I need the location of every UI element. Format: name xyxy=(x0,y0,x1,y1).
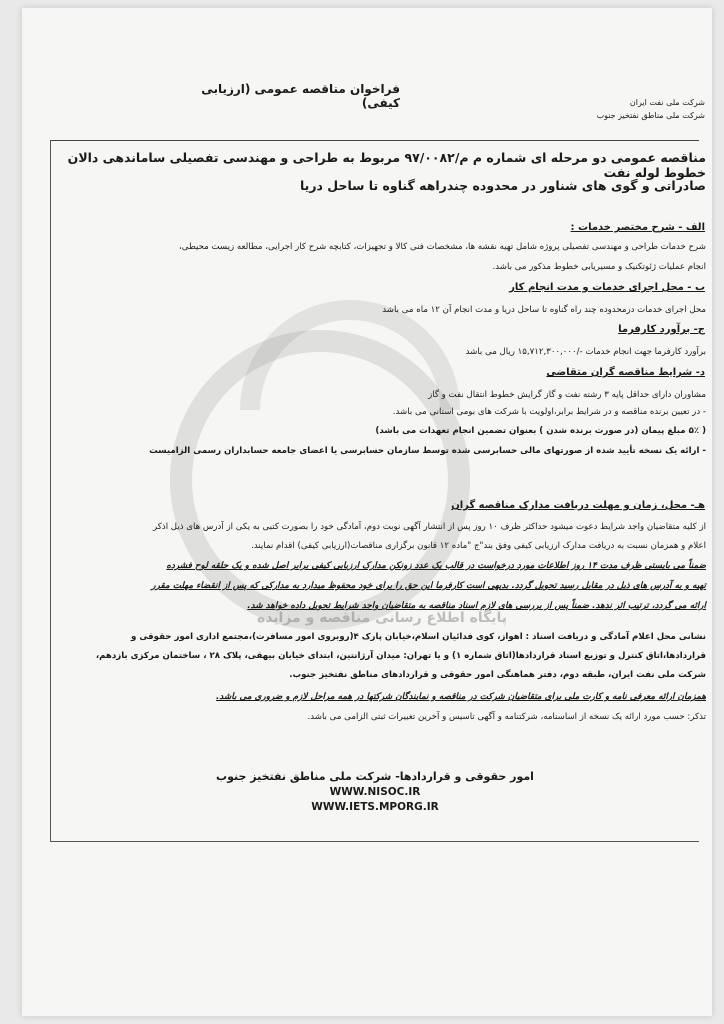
tender-title-line-2: صادراتی و گوی های شناور در محدوده چندراهه گناوه تا ساحل دریا xyxy=(299,178,706,193)
announcement-title: فراخوان مناقصه عمومی (ارزیابی کیفی) xyxy=(201,82,400,110)
section-e-bold-2: تهیه و به آدرس های ذیل در مقابل رسید تحویل گردد. بدیهی است کارفرما این حق را برای خود محفوظ میدارد به مدارکی که پس از انقضاء مهلت مقرر xyxy=(151,581,706,591)
section-e-heading: هـ- محل، زمان و مهلت دریافت مدارک مناقصه گران xyxy=(451,500,705,511)
section-d-text-4: - ارائه یک نسخه تأیید شده از صورتهای مالی حسابرسی شده توسط سازمان حسابرسی یا اعضای جامعه حسابداران رسمی الزامیست xyxy=(149,446,706,456)
section-e-text-2: اعلام و همزمان نسبت به دریافت مدارک ارزیابی کیفی وفق بند"ج "ماده ۱۲ قانون برگزاری مناقصات(ارزیابی کیفی) اقدام نمایند. xyxy=(251,541,706,551)
website-link-1[interactable]: WWW.NISOC.IR xyxy=(329,786,421,798)
section-c-heading: ج- برآورد کارفرما xyxy=(618,324,705,335)
org-line-2: شرکت ملی مناطق نفتخیز جنوب xyxy=(596,111,705,120)
tender-title-line-1: مناقصه عمومی دو مرحله ای شماره م م/۹۷/۰۰۸۲ مربوط به طراحی و مهندسی تفصیلی ساماندهی دالان خطوط لوله نفت xyxy=(67,150,706,180)
address-line-1: نشانی محل اعلام آمادگی و دریافت اسناد : اهواز، کوی فدائیان اسلام،خیابان پارک ۴(روبروی امور مسافرت)،مجتمع اداری امور حقوقی و xyxy=(131,632,706,642)
address-line-2: قراردادها،اتاق کنترل و توزیع اسناد قراردادها(اتاق شماره ۱) و یا تهران: میدان آرژانتین، ابتدای خیابان بیهقی، پلاک ۲۸ ، ساختمان مرکزی بازدهم، xyxy=(95,651,706,661)
address-line-4: همزمان ارائه معرفی نامه و کارت ملی برای متقاضیان شرکت در مناقصه و نمایندگان شرکتها در همه مراحل لازم و ضروری می باشد. xyxy=(215,692,706,702)
section-e-bold-1: ضمناً می بایستی ظرف مدت ۱۴ روز اطلاعات مورد درخواست در قالب یک عدد زونکن مدارک ارزیابی کیفی برابر اصل شده و یک حلقه لوح فشرده xyxy=(166,561,706,571)
org-line-1: شرکت ملی نفت ایران xyxy=(629,98,705,107)
section-a-heading: الف - شرح مختصر خدمات : xyxy=(570,222,705,233)
company-logo-mark xyxy=(560,62,600,76)
section-d-text-3: ( ۵٪ مبلغ پیمان (در صورت برنده شدن ) بعنوان تضمین انجام تعهدات می باشد) xyxy=(375,426,706,436)
section-e-text-1: از کلیه متقاضیان واجد شرایط دعوت میشود حداکثر ظرف ۱۰ روز پس از انتشار آگهی نوبت دوم، آمادگی خود را بصورت کتبی به یکی از آدرس های ذیل اذکر xyxy=(153,522,706,532)
section-b-text: محل اجرای خدمات درمحدوده چند راه گناوه تا ساحل دریا و مدت انجام آن ۱۲ ماه می باشد xyxy=(382,305,706,315)
section-d-text-2: - در تعیین برنده مناقصه و در شرایط برابر،اولویت با شرکت های بومی استانی می باشد. xyxy=(392,407,706,417)
section-d-heading: د- شرایط مناقصه گران متقاضی xyxy=(546,367,705,378)
section-a-text-2: انجام عملیات ژئوتکنیک و مسیریابی خطوط مذکور می باشد. xyxy=(492,262,706,272)
signature-line: امور حقوقی و قراردادها- شرکت ملی مناطق نفتخیز جنوب xyxy=(216,770,534,783)
watermark-text: پایگاه اطلاع رسانی مناقصه و مزایده xyxy=(256,610,508,626)
address-line-3: شرکت ملی نفت ایران، طبقه دوم، دفتر هماهنگی امور حقوقی و قراردادهای مناطق نفتخیز جنوب. xyxy=(289,670,706,680)
section-a-text-1: شرح خدمات طراحی و مهندسی تفصیلی پروژه شامل تهیه نقشه ها، مشخصات فنی کالا و تجهیزات، کتابچه شرح کار اجرایی، مطالعه زیست محیطی، xyxy=(179,242,706,252)
section-e-bold-3: ارائه می گردد، ترتیب اثر ندهد. ضمناً پس از بررسی های لازم اسناد مناقصه به متقاضیان واجد شرایط تحویل داده خواهد شد. xyxy=(247,601,706,611)
section-d-text-1: مشاوران دارای حداقل پایه ۳ رشته نفت و گاز گرایش خطوط انتقال نفت و گاز xyxy=(428,390,706,400)
section-c-text: برآورد کارفرما جهت انجام خدمات -/۱۵,۷۱۲,۳۰۰,۰۰۰ ریال می باشد xyxy=(465,347,706,357)
website-link-2[interactable]: WWW.IETS.MPORG.IR xyxy=(311,801,439,813)
note-line: تذکر: حسب مورد ارائه یک نسخه از اساسنامه، شرکتنامه و آگهی تاسیس و آخرین تغییرات ثبتی الزامی می باشد. xyxy=(307,712,706,722)
section-b-heading: ب - محل اجرای خدمات و مدت انجام کار xyxy=(509,282,705,293)
